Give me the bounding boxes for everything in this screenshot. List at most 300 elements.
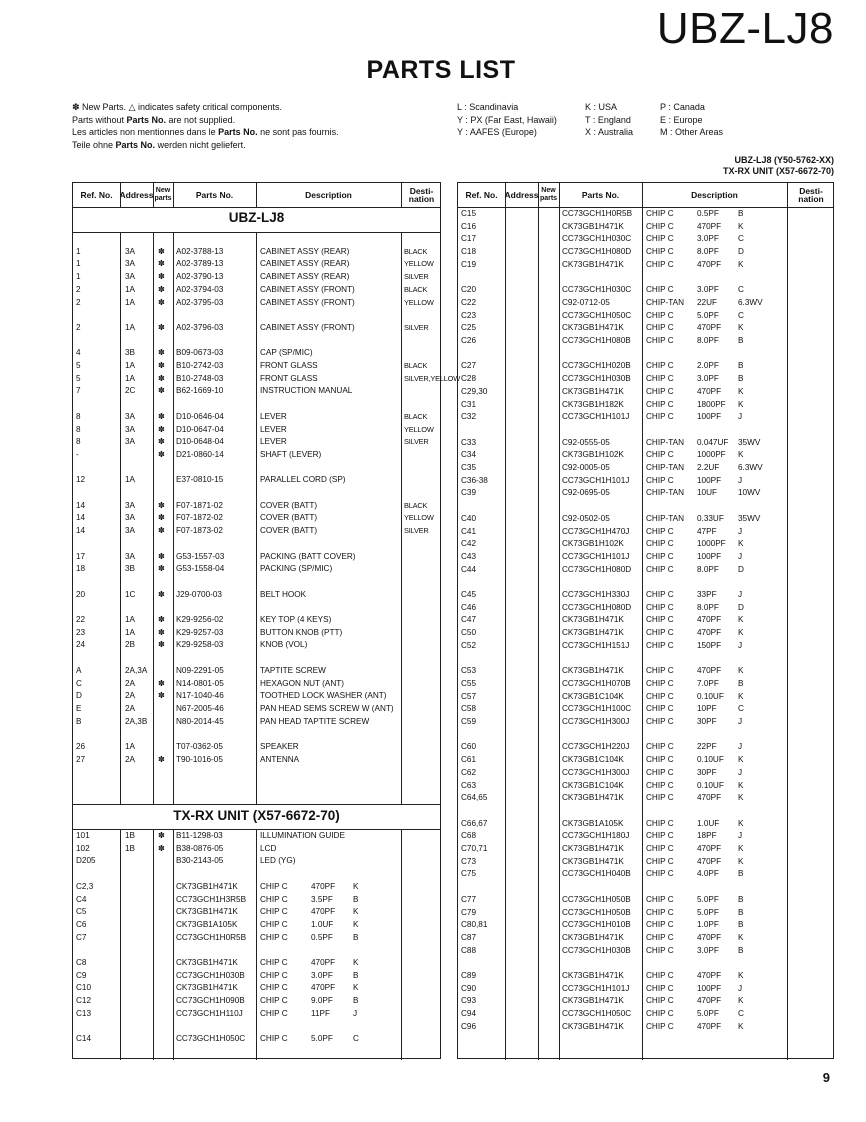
description: CHIP C [260,996,288,1006]
value: 470PF [697,666,722,676]
tolerance: K [738,793,744,803]
part-number: A02-3788-13 [176,246,224,256]
tolerance: J [738,590,743,599]
description: BUTTON KNOB (PTT) [260,627,343,637]
part-number: D10-0647-04 [176,424,224,434]
description: CABINET ASSY (FRONT) [260,297,355,307]
ref-no: C35 [461,463,477,472]
description: FRONT GLASS [260,373,318,383]
description: CHIP-TAN [646,513,685,523]
destination: SILVER [404,272,429,282]
table-row [458,208,833,221]
description: CHIP-TAN [646,488,685,498]
part-number: CC73GCH1H050B [562,894,631,904]
tolerance: K [738,971,744,980]
address: 3A [125,551,136,561]
part-number: CC73GCH1H3R5B [176,894,247,904]
ref-no: C50 [461,628,477,638]
value: 11PF [311,1008,330,1018]
new-part-mark: ✽ [158,361,165,370]
ref-no: C79 [461,907,477,917]
part-number: G53-1557-03 [176,551,225,561]
description: CHIP C [646,374,674,384]
ref-no: C22 [461,297,477,307]
description: CHIP C [646,450,674,460]
part-number: A02-3789-13 [176,259,224,269]
ref-no: 1 [76,272,81,282]
tolerance: J [738,742,743,752]
value: 1.0PF [697,920,719,930]
value: 8.0PF [697,336,719,345]
part-number: B30-2143-05 [176,856,224,866]
description: CHIP C [646,717,674,726]
part-number: F07-1873-02 [176,526,223,536]
description: CHIP C [646,755,674,765]
table-row [73,297,440,310]
table-row [458,310,833,323]
table-row [458,233,833,246]
description: CHIP C [646,767,674,777]
value: 30PF [697,717,717,726]
address: 2B [125,640,136,650]
table-row [458,995,833,1008]
ref-no: C63 [461,780,477,790]
value: 470PF [697,1021,722,1031]
ref-no: C33 [461,437,477,447]
part-number: CC73GCH1H300J [562,767,630,777]
table-row [458,894,833,907]
destination: BLACK [404,411,428,421]
note-line: Teile ohne Parts No. werden nicht geliefert. [72,139,246,150]
ref-no: C12 [76,996,92,1006]
table-row [458,564,833,577]
tolerance: B [738,920,744,930]
description: CHIP C [260,1008,288,1018]
value: 10UF [697,488,718,498]
part-number: CC73GCH1H030B [176,970,245,980]
value: 470PF [311,907,336,917]
ref-no: C13 [76,1008,92,1018]
address: 1A [125,627,136,637]
table-row [458,449,833,462]
ref-no: C29,30 [461,386,488,396]
ref-no: 5 [76,373,81,383]
tolerance: C [738,1009,744,1019]
tolerance: B [353,932,359,942]
ref-no: 18 [76,564,86,574]
table-row [73,1033,440,1046]
part-number: CC73GCH1H110J [176,1008,243,1018]
part-number: G53-1558-04 [176,564,225,574]
table-row [73,703,440,716]
part-number: N80-2014-45 [176,716,224,726]
part-number: CC73GCH1H010B [562,920,631,930]
part-number: C92-0555-05 [562,437,610,447]
tolerance: K [738,666,744,676]
col-address: Address [119,190,154,200]
tolerance: B [353,970,359,980]
part-number: C92-0502-05 [562,513,610,523]
part-number: B09-0673-03 [176,348,224,358]
description: CHIP C [646,844,674,853]
description: COVER (BATT) [260,500,318,510]
col-destination: Desti- nation [408,186,435,204]
ref-no: C9 [76,970,87,980]
part-number: CC73GCH1H101J [562,551,630,561]
value: 5.0PF [697,1009,719,1019]
value: 5.0PF [311,1034,333,1044]
table-row [458,1008,833,1021]
ref-no: 8 [76,411,81,421]
tolerance: K [738,755,744,765]
part-number: CK73GB1H471K [562,221,624,231]
description: CHIP C [646,628,674,638]
address: 3B [125,348,136,358]
table-row [458,945,833,958]
table-row [73,741,440,754]
description: CHIP C [646,983,674,993]
ref-no: C45 [461,590,477,599]
description: CHIP C [646,259,674,269]
col-destination: Desti- nation [798,186,824,204]
part-number: CK73GB1H471K [562,793,624,803]
value: 8.0PF [697,602,719,612]
description: PACKING (SP/MIC) [260,564,333,574]
ref-no: C17 [461,234,477,244]
table-row [458,703,833,716]
ref-no: C43 [461,551,477,561]
description: CHIP C [646,310,674,320]
new-part-mark: ✽ [158,551,165,561]
new-part-mark: ✽ [158,297,165,307]
description: CHIP C [646,590,674,599]
table-row [73,385,440,398]
tolerance: J [738,767,743,777]
value: 470PF [697,971,722,980]
table-row [73,1008,440,1021]
address: 1A [125,615,136,624]
description: LCD [260,843,277,853]
description: CHIP C [646,336,674,345]
address: 1A [125,361,136,370]
part-number: N14-0801-05 [176,678,224,688]
description: CHIP C [260,894,288,904]
description: PARALLEL CORD (SP) [260,475,346,485]
ref-no: C41 [461,526,477,536]
part-number: CC73GCH1H070B [562,678,631,688]
table-row [458,830,833,843]
ref-no: C87 [461,932,477,942]
destination: YELLOW [404,424,434,434]
part-number: CC73GCH1H220J [562,742,630,752]
description: CHIP C [646,869,674,879]
value: 100PF [697,475,722,485]
description: CHIP C [646,678,674,688]
ref-no: C89 [461,971,477,980]
part-number: CK73GB1C104K [562,780,624,790]
table-row [458,614,833,627]
part-number: CC73GCH1H180J [562,831,630,841]
ref-no: C18 [461,247,477,257]
parts-table-left [72,182,460,1059]
part-number: CC73GCH1H050C [176,1034,246,1044]
tolerance: C [738,285,744,295]
new-part-mark: ✽ [158,627,165,637]
table-row [73,525,440,538]
table-row [458,487,833,500]
address: 3A [125,272,136,282]
value: 470PF [697,856,722,866]
table-row [73,932,440,945]
new-part-mark: ✽ [158,526,165,536]
new-part-mark: ✽ [158,831,165,840]
part-number: CK73GB1H471K [562,1021,624,1031]
value: 470PF [697,932,722,942]
part-number: CK73GB1C104K [562,755,624,765]
tolerance: K [738,259,744,269]
part-number: CK73GB1H102K [562,539,624,549]
table-row [458,462,833,475]
value: 2.2UF [697,463,720,472]
destination-legend-col3: P : Canada E : Europe M : Other Areas [660,102,724,137]
value: 1.0UF [697,818,720,828]
description: CHIP C [646,234,674,244]
ref-no: 23 [76,627,86,637]
part-number: K29-9256-02 [176,615,224,624]
ref-no: C [76,678,82,688]
part-number: CK73GB1H471K [176,983,238,993]
ref-no: 27 [76,754,86,764]
ref-no: C57 [461,691,477,701]
col-ref-no: Ref. No. [465,190,498,200]
table-row [458,856,833,869]
description: LEVER [260,411,287,421]
ref-no: C58 [461,704,477,714]
value: 5.0PF [697,310,719,320]
value: 3.0PF [311,970,333,980]
tolerance: K [353,983,359,993]
parts-table-right [457,182,834,1059]
ref-no: 14 [76,526,86,536]
ref-no: C39 [461,488,477,498]
table-row [458,678,833,691]
part-number: CK73GB1H471K [562,996,624,1006]
part-number: CC73GCH1H101J [562,983,630,993]
new-part-mark: ✽ [158,678,165,688]
table-row [73,855,440,868]
ref-no: 2 [76,297,81,307]
description: CHIP C [646,285,674,295]
value: 0.047UF [697,437,729,447]
new-part-mark: ✽ [158,691,165,701]
address: 1A [125,373,136,383]
value: 1000PF [697,450,726,460]
new-part-mark: ✽ [158,284,165,294]
description: CABINET ASSY (FRONT) [260,284,355,294]
tolerance: K [738,780,744,790]
ref-no: 14 [76,513,86,523]
ref-no: 12 [76,475,86,485]
table-row [458,983,833,996]
tolerance: K [738,386,744,396]
description: LED (YG) [260,856,296,866]
ref-no: 1 [76,259,81,269]
address: 3A [125,437,136,447]
description: CHIP C [646,932,674,942]
table-row [458,767,833,780]
value: 0.10UF [697,755,724,765]
address: 2A [125,678,136,688]
tolerance: J [738,831,743,841]
new-part-mark: ✽ [158,843,165,853]
part-number: C92-0005-05 [562,463,610,472]
description: CHIP C [646,945,674,955]
ref-no: C8 [76,958,87,967]
description: CHIP C [260,881,288,891]
value: 3.5PF [311,894,333,904]
part-number: CC73GCH1H040B [562,869,631,879]
part-number: CK73GB1H471K [562,844,624,853]
ref-no: C23 [461,310,477,320]
description: CHIP C [646,361,674,371]
table-row [458,780,833,793]
section-heading: TX-RX UNIT (X57-6672-70) [173,808,340,823]
value: 470PF [311,881,336,891]
tolerance: B [738,336,744,345]
new-part-mark: ✽ [158,246,165,256]
description: CHIP C [646,475,674,485]
ref-no: 7 [76,386,81,396]
address: 3A [125,526,136,536]
ref-no: C36-38 [461,475,488,485]
description: CHIP C [260,919,288,929]
part-number: T90-1016-05 [176,754,223,764]
unit-header: UBZ-LJ8 (Y50-5762-XX) TX-RX UNIT (X57-6672-70) [722,155,834,176]
description: CHIP-TAN [646,297,685,307]
table-row [73,690,440,703]
value: 2.0PF [697,361,719,371]
value: 100PF [697,412,722,422]
tolerance: B [738,374,744,384]
part-number: B38-0876-05 [176,843,224,853]
part-number: B11-1298-03 [176,831,223,840]
table-row [73,500,440,513]
tolerance: D [738,247,744,257]
value: 470PF [697,259,722,269]
part-number: CK73GB1H471K [562,971,624,980]
table-row [73,373,460,386]
ref-no: C46 [461,602,477,612]
tolerance: D [738,602,744,612]
table-row [458,907,833,920]
description: CHIP-TAN [646,437,685,447]
table-row [458,297,833,310]
ref-no: C32 [461,412,477,422]
table-row [73,881,440,894]
part-number: CC73GCH1H101J [562,412,630,422]
destination: SILVER [404,526,429,536]
table-row [73,627,440,640]
description: PACKING (BATT COVER) [260,551,356,561]
ref-no: C80,81 [461,920,488,930]
destination: BLACK [404,284,428,294]
part-number: CK73GB1H102K [562,450,624,460]
tolerance: C [738,310,744,320]
table-row [458,538,833,551]
ref-no: C7 [76,932,87,942]
part-number: F07-1872-02 [176,513,223,523]
ref-no: B [76,716,82,726]
address: 1B [125,843,136,853]
value: 3.0PF [697,374,719,384]
table-row [458,716,833,729]
tolerance: K [738,450,744,460]
tolerance: J [738,717,743,726]
tolerance: 35WV [738,513,761,523]
part-number: CC73GCH1H050C [562,1009,632,1019]
description: CAP (SP/MIC) [260,348,313,358]
part-number: CC73GCH1H080B [562,336,631,345]
ref-no: 20 [76,589,86,599]
new-part-mark: ✽ [158,437,165,447]
tolerance: B [738,869,744,879]
part-number: CC73GCH1H151J [562,640,630,650]
part-number: CK73GB1H471K [562,615,624,625]
description: CHIP C [646,907,674,917]
value: 470PF [697,628,722,638]
table-row [458,868,833,881]
table-row [73,957,440,970]
tolerance: B [738,678,744,688]
ref-no: 14 [76,500,86,510]
table-row [73,360,440,373]
part-number: CK73GB1H471K [562,259,624,269]
table-row [73,830,440,843]
description: ANTENNA [260,754,300,764]
tolerance: K [738,932,744,942]
part-number: D10-0648-04 [176,437,224,447]
tolerance: J [738,551,743,561]
part-number: K29-9257-03 [176,627,224,637]
ref-no: C59 [461,717,477,726]
description: CHIP C [646,640,674,650]
value: 470PF [697,615,722,625]
address: 2A [125,691,136,701]
ref-no: C52 [461,640,477,650]
value: 10PF [697,704,717,714]
tolerance: K [738,844,744,853]
ref-no: C16 [461,221,477,231]
value: 22UF [697,297,718,307]
table-row [458,665,833,678]
ref-no: C61 [461,755,477,765]
description: CHIP C [646,323,674,333]
ref-no: C27 [461,361,477,371]
tolerance: K [738,818,744,828]
table-row [73,246,440,259]
address: 3A [125,246,136,256]
page-number: 9 [822,1070,830,1085]
part-number: N09-2291-05 [176,665,224,675]
value: 100PF [697,983,722,993]
tolerance: 10WV [738,488,761,498]
value: 470PF [311,983,336,993]
address: 2C [125,386,136,396]
tolerance: B [738,361,744,371]
destination: SILVER [404,437,429,447]
description: CHIP C [646,247,674,257]
description: CHIP C [646,1021,674,1031]
